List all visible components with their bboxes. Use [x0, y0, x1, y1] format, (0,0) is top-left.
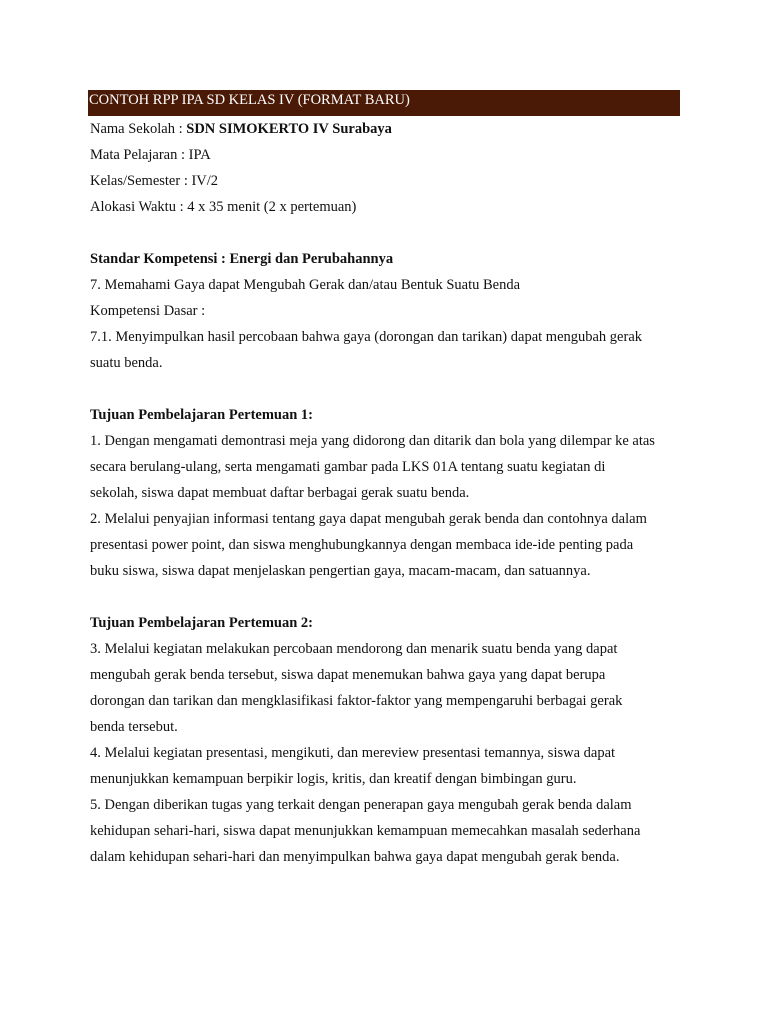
meeting1-line: buku siswa, siswa dapat menjelaskan pengertian gaya, macam-macam, dan satuannya.: [90, 563, 591, 579]
subject-line: Mata Pelajaran : IPA: [90, 147, 211, 163]
spacer: [90, 376, 680, 402]
meeting2-line: dorongan dan tarikan dan mengklasifikasi faktor-faktor yang mempengaruhi berbagai gerak: [90, 693, 623, 709]
meeting2-heading: Tujuan Pembelajaran Pertemuan 2:: [90, 615, 313, 631]
school-name: SDN SIMOKERTO IV Surabaya: [186, 121, 392, 137]
meeting1-line: secara berulang-ulang, serta mengamati gambar pada LKS 01A tentang suatu kegiatan di: [90, 459, 606, 475]
meeting2-line: dalam kehidupan sehari-hari dan menyimpulkan bahwa gaya dapat mengubah gerak benda.: [90, 849, 620, 865]
meeting1-line: 2. Melalui penyajian informasi tentang gaya dapat mengubah gerak benda dan contohnya dalam: [90, 511, 647, 527]
meeting2-line: 4. Melalui kegiatan presentasi, mengikuti, dan mereview presentasi temannya, siswa dapat: [90, 745, 616, 761]
meeting1-line: sekolah, siswa dapat membuat daftar berbagai gerak suatu benda.: [90, 485, 470, 501]
document-title: CONTOH RPP IPA SD KELAS IV (FORMAT BARU): [88, 90, 680, 116]
basic-competency-line: 7.1. Menyimpulkan hasil percobaan bahwa gaya (dorongan dan tarikan) dapat mengubah gerak: [90, 329, 643, 345]
school-label: Nama Sekolah :: [90, 121, 187, 137]
meeting1-heading: Tujuan Pembelajaran Pertemuan 1:: [90, 407, 313, 423]
competency-standard-heading: Standar Kompetensi : Energi dan Perubahannya: [90, 251, 394, 267]
competency-standard-item: 7. Memahami Gaya dapat Mengubah Gerak dan/atau Bentuk Suatu Benda: [90, 277, 521, 293]
meeting2-line: 3. Melalui kegiatan melakukan percobaan mendorong dan menarik suatu benda yang dapat: [90, 641, 618, 657]
meeting1-line: 1. Dengan mengamati demontrasi meja yang didorong dan ditarik dan bola yang dilempar ke atas: [90, 433, 655, 449]
basic-competency-line: suatu benda.: [90, 355, 163, 371]
meeting2-line: kehidupan sehari-hari, siswa dapat menunjukkan kemampuan memecahkan masalah sederhana: [90, 823, 641, 839]
class-semester-line: Kelas/Semester : IV/2: [90, 173, 219, 189]
spacer: [90, 220, 680, 246]
spacer: [90, 584, 680, 610]
school-line: [90, 116, 680, 142]
meeting2-line: 5. Dengan diberikan tugas yang terkait dengan penerapan gaya mengubah gerak benda dalam: [90, 797, 632, 813]
meeting1-line: presentasi power point, dan siswa menghubungkannya dengan membaca ide-ide penting pada: [90, 537, 634, 553]
meeting2-line: menunjukkan kemampuan berpikir logis, kritis, dan kreatif dengan bimbingan guru.: [90, 771, 577, 787]
basic-competency-label: Kompetensi Dasar :: [90, 303, 206, 319]
meeting2-line: benda tersebut.: [90, 719, 178, 735]
meeting2-line: mengubah gerak benda tersebut, siswa dapat menemukan bahwa gaya yang dapat berupa: [90, 667, 606, 683]
document-page: [90, 90, 680, 870]
time-allocation-line: Alokasi Waktu : 4 x 35 menit (2 x pertemuan): [90, 199, 357, 215]
